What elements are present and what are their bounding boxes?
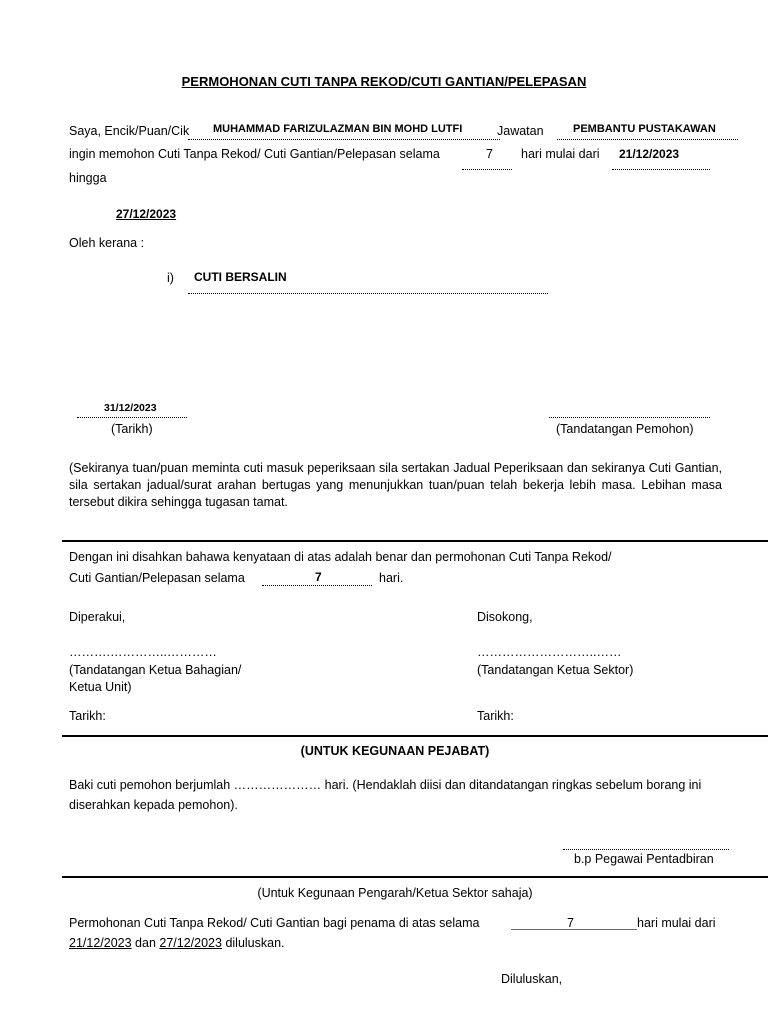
end-date[interactable]: 27/12/2023 [116,207,177,221]
director-start-date: 21/12/2023 [69,936,132,950]
ketua-bahagian-label: (Tandatangan Ketua Bahagian/ [69,663,242,677]
divider-office [62,735,768,737]
director-days-line [511,929,637,930]
director-line1-suffix: hari mulai dari [637,916,716,930]
verification-days-line [262,585,372,586]
ketua-sektor-dots: ………………………..…… [477,645,622,659]
director-end-date: 27/12/2023 [159,936,222,950]
reason-index: i) [167,271,174,285]
verification-line2: Cuti Gantian/Pelepasan selama [69,571,245,585]
verification-hari: hari. [379,571,404,585]
days-line [462,169,512,170]
director-title: (Untuk Kegunaan Pengarah/Ketua Sektor sahaja) [257,886,533,900]
saya-label: Saya, Encik/Puan/Cik [69,124,190,138]
divider-director [62,876,768,878]
signature-line [549,417,710,418]
ketua-sektor-label: (Tandatangan Ketua Sektor) [477,663,634,677]
form-title: PERMOHONAN CUTI TANPA REKOD/CUTI GANTIAN/PELEPASAN [181,74,587,89]
start-date-line [612,169,710,170]
sign-date[interactable]: 31/12/2023 [104,402,157,414]
name-line [188,139,500,140]
ketua-unit-label: Ketua Unit) [69,680,132,694]
divider-verification [62,540,768,542]
applicant-name[interactable]: MUHAMMAD FARIZULAZMAN BIN MOHD LUTFI [213,123,463,135]
diluluskan-label: Diluluskan, [501,972,563,986]
reason-line [188,293,548,294]
tarikh-left-label: Tarikh: [69,709,106,723]
director-line1-prefix: Permohonan Cuti Tanpa Rekod/ Cuti Gantian bagi penama di atas selama [69,916,480,930]
disokong-label: Disokong, [477,610,533,624]
oleh-kerana-label: Oleh kerana : [69,236,145,250]
bp-signature-line [563,849,729,850]
director-line2 [69,936,285,950]
jawatan-label: Jawatan [497,124,544,138]
sign-date-line [77,417,187,418]
verification-days[interactable]: 7 [315,570,322,584]
baki-line2: diserahkan kepada pemohon). [69,798,238,812]
director-dan: dan [135,936,156,950]
mulai-label: hari mulai dari [521,147,600,161]
tandatangan-pemohon-label: (Tandatangan Pemohon) [556,422,694,436]
reason-value[interactable]: CUTI BERSALIN [194,270,287,284]
tarikh-label: (Tarikh) [111,422,153,436]
director-days[interactable]: 7 [567,916,574,930]
diperakui-label: Diperakui, [69,610,126,624]
memohon-text: ingin memohon Cuti Tanpa Rekod/ Cuti Gantian/Pelepasan selama [69,147,440,161]
baki-line1: Baki cuti pemohon berjumlah ………………… hari. (Hendaklah diisi dan ditandatangan ringkas sebelum borang ini [69,778,702,792]
hingga-label: hingga [69,171,107,185]
jawatan-value[interactable]: PEMBANTU PUSTAKAWAN [573,123,716,135]
tarikh-right-label: Tarikh: [477,709,514,723]
jawatan-line [557,139,738,140]
ketua-bahagian-dots: ……….…………..………… [69,645,217,659]
director-diluluskan-suffix: diluluskan. [225,936,285,950]
days-value[interactable]: 7 [486,147,493,161]
start-date[interactable]: 21/12/2023 [619,147,680,161]
bp-label: b.p Pegawai Pentadbiran [574,852,714,866]
note-paragraph: (Sekiranya tuan/puan meminta cuti masuk peperiksaan sila sertakan Jadual Peperiksaan dan sekiranya Cuti Gantian, sila sertakan jadual/surat arahan bertugas yang menunjukkan tuan/puan telah bekerja lebih masa. Lebihan masa tersebut dikira sehingga tugasan tamat. [69,461,722,509]
verification-line1: Dengan ini disahkan bahawa kenyataan di atas adalah benar dan permohonan Cuti Tanpa Rekod/ [69,550,612,564]
office-title: (UNTUK KEGUNAAN PEJABAT) [300,744,490,758]
